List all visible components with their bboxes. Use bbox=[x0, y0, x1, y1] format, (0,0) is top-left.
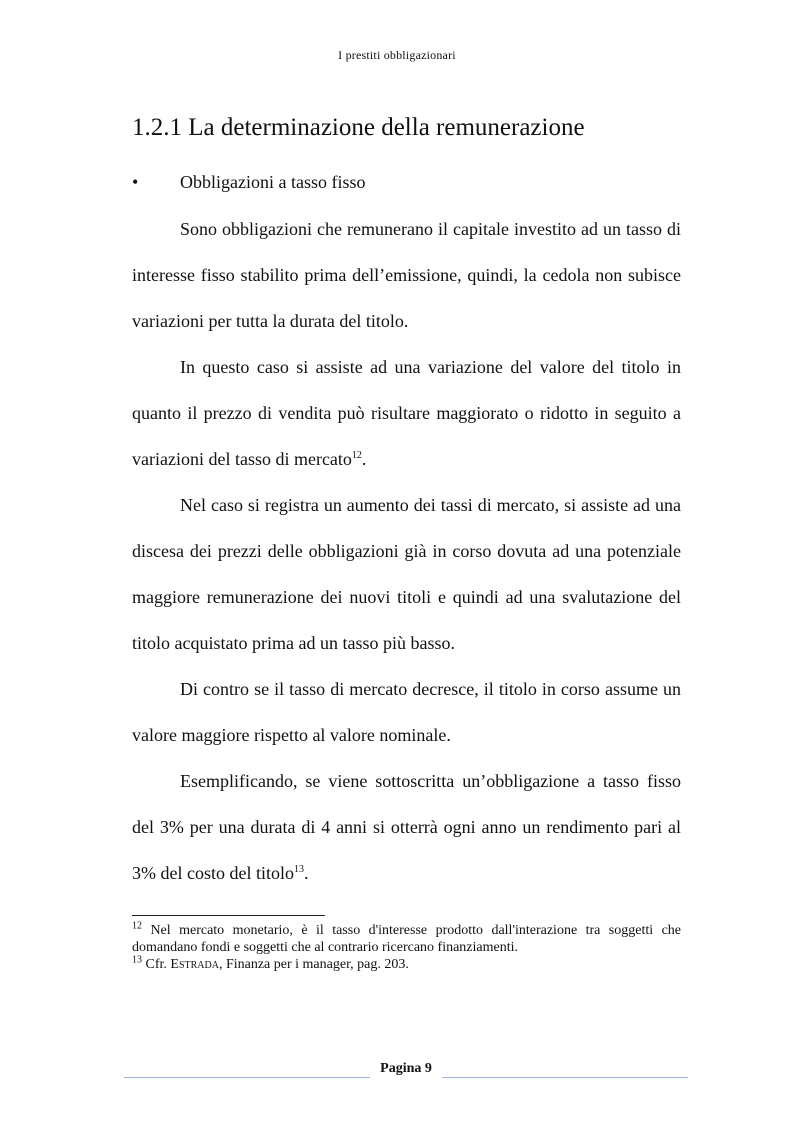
footnote-number: 13 bbox=[132, 954, 142, 966]
footnote: $^{12}$ Nel mercato monetario, è il tasso d'interesse prodotto dall'interazione tra soggetti che domandano fondi e soggetti che al contrario ricercano finanziamenti. bbox=[132, 920, 681, 955]
footnote-ref[interactable]: 12 bbox=[351, 450, 362, 461]
paragraph: In questo caso si assiste ad una variazione del valore del titolo in quanto il prezzo di vendita può risultare maggiorato o ridotto in seguito a variazioni del tasso di mercato$^{12}$. bbox=[132, 357, 681, 469]
footnote: $^{13}$ Cfr. Estrada, Finanza per i manager, pag. 203. bbox=[132, 954, 409, 972]
footer-rule-right bbox=[442, 1077, 688, 1078]
page-number: Pagina 9 bbox=[380, 1061, 432, 1076]
paragraph: Nel caso si registra un aumento dei tassi di mercato, si assiste ad una discesa dei prezzi delle obbligazioni già in corso dovuta ad una potenziale maggiore remunerazione dei nuovi titoli e quindi ad una svalutazione del titolo acquistato prima ad un tasso più basso. bbox=[132, 495, 681, 653]
footnote-number: 12 bbox=[132, 920, 142, 932]
bullet-icon: • bbox=[132, 172, 139, 192]
footnote-ref[interactable]: 13 bbox=[293, 864, 304, 875]
footer-rule-left bbox=[124, 1077, 370, 1078]
section-heading: 1.2.1 La determinazione della remunerazione bbox=[132, 114, 585, 141]
footnotes bbox=[132, 922, 681, 973]
footnote-author: Estrada bbox=[170, 957, 219, 972]
bullet-label: Obbligazioni a tasso fisso bbox=[180, 172, 366, 192]
footnote-divider bbox=[132, 915, 325, 916]
paragraph: Di contro se il tasso di mercato decresce, il titolo in corso assume un valore maggiore rispetto al valore nominale. bbox=[132, 679, 681, 745]
running-header: I prestiti obbligazionari bbox=[338, 48, 456, 62]
body-text bbox=[132, 206, 681, 896]
paragraph: Esemplificando, se viene sottoscritta un’obbligazione a tasso fisso del 3% per una durata di 4 anni si otterrà ogni anno un rendimento pari al 3% del costo del titolo$^{13}$. bbox=[132, 771, 681, 883]
page-footer bbox=[124, 1058, 688, 1080]
paragraph: Sono obbligazioni che remunerano il capitale investito ad un tasso di interesse fisso stabilito prima dell’emissione, quindi, la cedola non subisce variazioni per tutta la durata del titolo. bbox=[132, 219, 681, 331]
